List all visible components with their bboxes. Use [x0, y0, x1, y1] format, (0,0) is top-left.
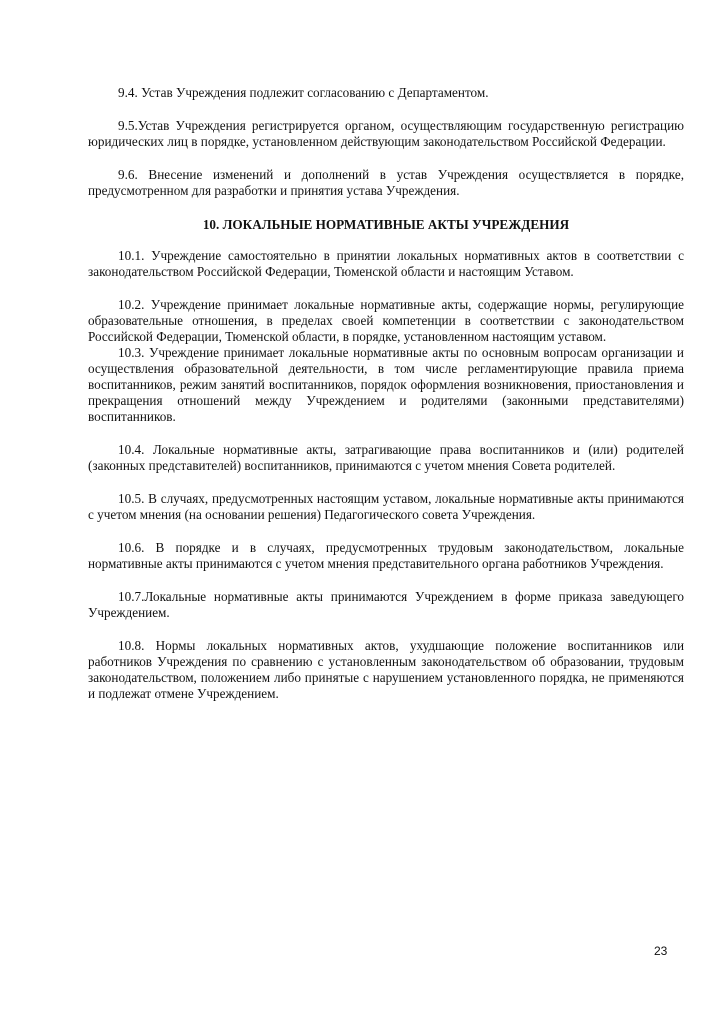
paragraph-10-6: 10.6. В порядке и в случаях, предусмотренных трудовым законодательством, локальные нормативные акты принимаются с учетом мнения представительного органа работников Учреждения.: [88, 540, 684, 571]
paragraph-10-4: 10.4. Локальные нормативные акты, затрагивающие права воспитанников и (или) родителей (законных представителей) воспитанников, принимаются с учетом мнения Совета родителей.: [88, 442, 684, 473]
paragraph-9-4: 9.4. Устав Учреждения подлежит согласованию с Департаментом.: [118, 85, 489, 100]
paragraph-10-1: 10.1. Учреждение самостоятельно в принятии локальных нормативных актов в соответствии с законодательством Российской Федерации, Тюменской области и настоящим Уставом.: [88, 248, 684, 279]
page-content: [88, 85, 684, 702]
paragraph-9-5: 9.5.Устав Учреждения регистрируется органом, осуществляющим государственную регистрацию юридических лиц в порядке, установленном действующим законодательством Российской Федерации.: [88, 118, 684, 149]
paragraph-10-5: 10.5. В случаях, предусмотренных настоящим уставом, локальные нормативные акты принимаются с учетом мнения (на основании решения) Педагогического совета Учреждения.: [88, 491, 684, 522]
paragraph-10-7: 10.7.Локальные нормативные акты принимаются Учреждением в форме приказа заведующего Учреждением.: [88, 589, 684, 620]
paragraph-9-6: 9.6. Внесение изменений и дополнений в устав Учреждения осуществляется в порядке, предусмотренном для разработки и принятия устава Учреждения.: [88, 167, 684, 198]
page-number: 23: [654, 944, 668, 958]
section-heading: 10. ЛОКАЛЬНЫЕ НОРМАТИВНЫЕ АКТЫ УЧРЕЖДЕНИЯ: [202, 217, 570, 232]
paragraph-10-8: 10.8. Нормы локальных нормативных актов, ухудшающие положение воспитанников или работников Учреждения по сравнению с установленным законодательством об образовании, трудовым законодательством, положением либо принятые с нарушением установленного порядка, не применяются и подлежат отмене Учреждением.: [88, 638, 684, 701]
paragraph-10-2: 10.2. Учреждение принимает локальные нормативные акты, содержащие нормы, регулирующие образовательные отношения, в пределах своей компетенции в соответствии с законодательством Российской Федерации, Тюменской области, в порядке, установленном настоящим уставом.: [88, 297, 684, 344]
paragraph-10-3: 10.3. Учреждение принимает локальные нормативные акты по основным вопросам организации и осуществления образовательной деятельности, в том числе регламентирующие правила приема воспитанников, режим занятий воспитанников, порядок оформления возникновения, приостановления и прекращения отношений между Учреждением и родителями (законными представителями) воспитанников.: [88, 345, 684, 424]
